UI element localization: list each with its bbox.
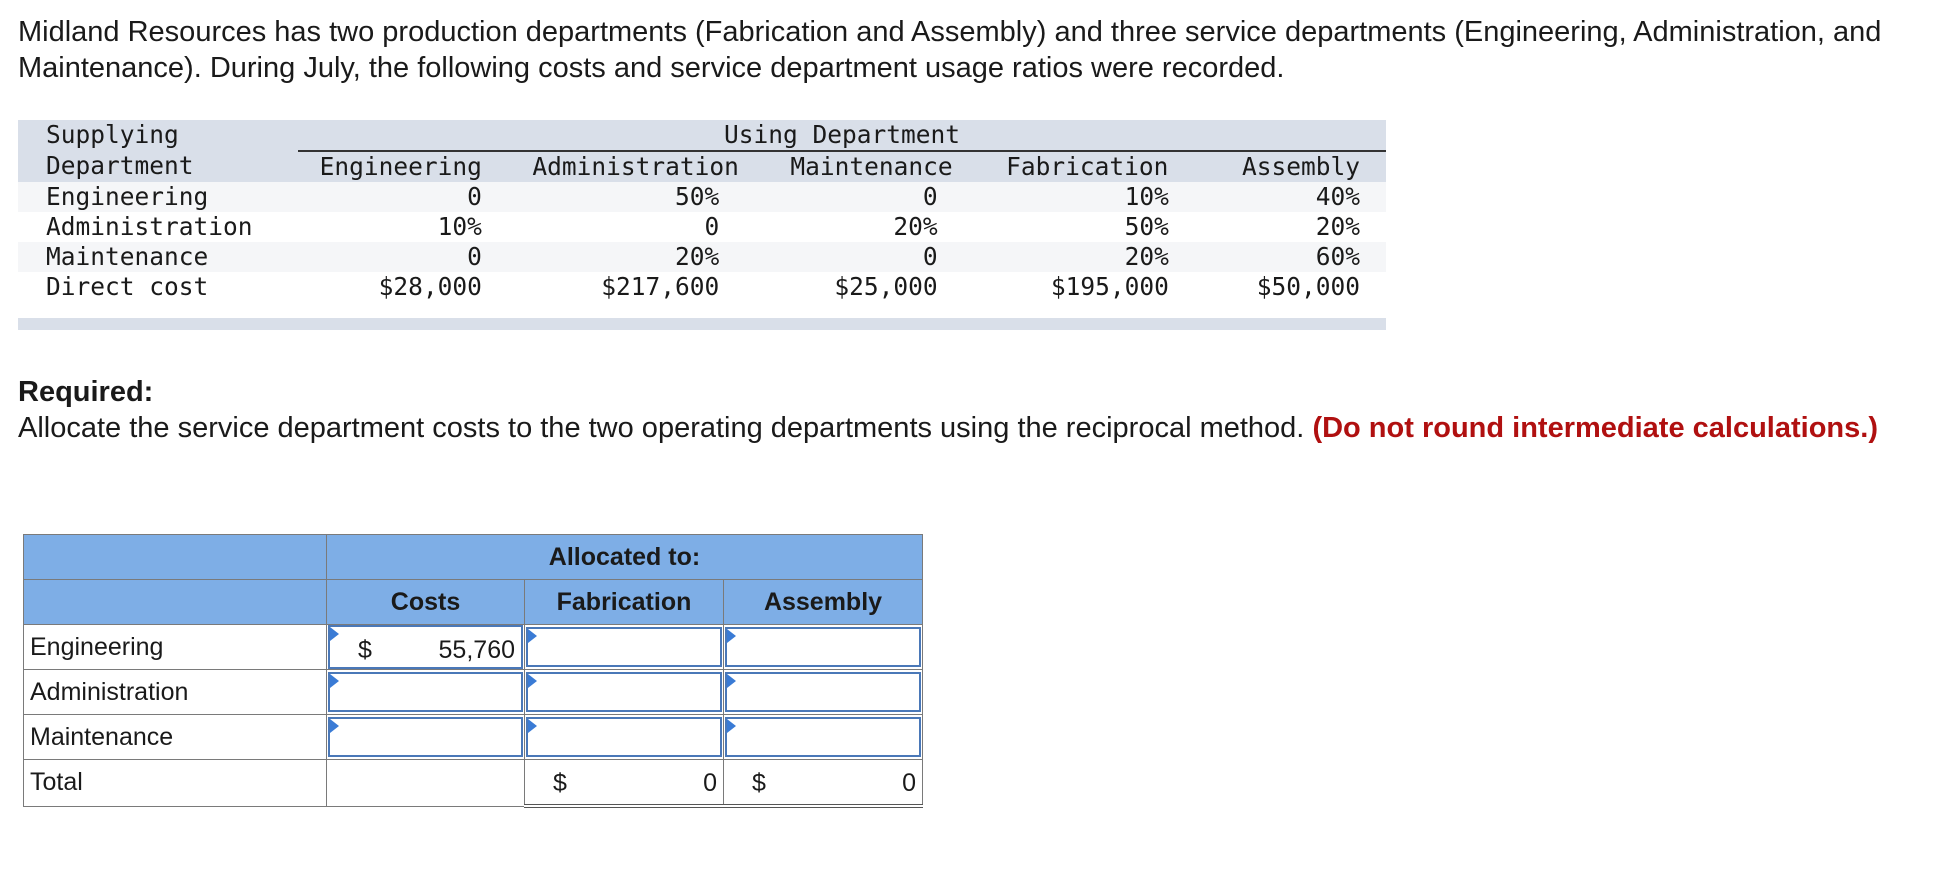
administration-fabrication-cell — [525, 670, 724, 715]
total-assembly-value: 0 — [902, 769, 916, 797]
row-label: Direct cost — [18, 272, 298, 302]
input-flag-icon — [727, 674, 736, 688]
cell: 60% — [1191, 242, 1386, 272]
total-assembly — [724, 760, 922, 804]
total-fabrication-value: 0 — [703, 769, 717, 797]
table-row — [24, 715, 923, 760]
cell: $28,000 — [298, 272, 512, 302]
cell: 0 — [298, 242, 512, 272]
maintenance-costs-input[interactable] — [328, 717, 523, 757]
supplying-header-2: Department — [18, 151, 298, 182]
input-flag-icon — [330, 627, 339, 641]
cell: 40% — [1191, 182, 1386, 212]
row-label-administration: Administration — [24, 670, 327, 715]
engineering-assembly-cell — [724, 625, 923, 670]
administration-costs-cell — [327, 670, 525, 715]
required-heading: Required: — [18, 376, 154, 408]
cell: 50% — [984, 212, 1191, 242]
total-fabrication — [525, 760, 723, 804]
cell: 0 — [759, 182, 983, 212]
table-row — [24, 625, 923, 670]
row-label-engineering: Engineering — [24, 625, 327, 670]
col-assembly: Assembly — [1191, 151, 1386, 182]
col-administration: Administration — [512, 151, 759, 182]
cell: 20% — [984, 242, 1191, 272]
cell: $25,000 — [759, 272, 983, 302]
cell: $217,600 — [512, 272, 759, 302]
instruction — [18, 410, 1918, 446]
total-assembly-cell — [724, 760, 923, 807]
currency-symbol: $ — [358, 636, 372, 664]
cell: 0 — [759, 242, 983, 272]
maintenance-assembly-input[interactable] — [725, 717, 921, 757]
assembly-header: Assembly — [724, 580, 923, 625]
engineering-fabrication-cell — [525, 625, 724, 670]
maintenance-assembly-cell — [724, 715, 923, 760]
administration-costs-input[interactable] — [328, 672, 523, 712]
allocation-answer-table — [23, 534, 923, 808]
engineering-costs-cell — [327, 625, 525, 670]
engineering-assembly-input[interactable] — [725, 627, 921, 667]
administration-assembly-cell — [724, 670, 923, 715]
costs-header: Costs — [327, 580, 525, 625]
cell: 10% — [298, 212, 512, 242]
currency-symbol: $ — [553, 769, 567, 797]
cell: 20% — [1191, 212, 1386, 242]
cell: 20% — [759, 212, 983, 242]
currency-symbol: $ — [752, 769, 766, 797]
table-row — [18, 212, 1386, 242]
row-label: Administration — [18, 212, 298, 242]
engineering-costs-value: 55,760 — [438, 636, 515, 664]
input-flag-icon — [330, 719, 339, 733]
row-label: Engineering — [18, 182, 298, 212]
cell: 0 — [298, 182, 512, 212]
service-usage-table — [18, 120, 1386, 302]
maintenance-costs-cell — [327, 715, 525, 760]
using-department-header: Using Department — [298, 120, 1386, 151]
allocated-to-header: Allocated to: — [327, 535, 923, 580]
cell: 20% — [512, 242, 759, 272]
instruction-text: Allocate the service department costs to the two operating departments using the reciprocal method. — [18, 412, 1305, 444]
input-flag-icon — [528, 674, 537, 688]
administration-fabrication-input[interactable] — [526, 672, 722, 712]
row-label-total: Total — [24, 760, 327, 807]
cell: 0 — [512, 212, 759, 242]
problem-intro: Midland Resources has two production departments (Fabrication and Assembly) and three service departments (Engineering, Administration, and Maintenance). During July, the following costs and service department usage ratios were recorded. — [18, 16, 1882, 84]
instruction-note: (Do not round intermediate calculations.) — [1312, 412, 1878, 444]
col-maintenance: Maintenance — [759, 151, 983, 182]
table-row — [18, 182, 1386, 212]
engineering-costs-input[interactable] — [328, 625, 523, 669]
header-blank — [24, 535, 327, 580]
cell: $50,000 — [1191, 272, 1386, 302]
cell: 10% — [984, 182, 1191, 212]
row-label: Maintenance — [18, 242, 298, 272]
supplying-header-1: Supplying — [18, 120, 298, 151]
total-row — [24, 760, 923, 807]
total-fabrication-cell — [525, 760, 724, 807]
table-row — [18, 272, 1386, 302]
maintenance-fabrication-input[interactable] — [526, 717, 722, 757]
maintenance-fabrication-cell — [525, 715, 724, 760]
engineering-fabrication-input[interactable] — [526, 627, 722, 667]
col-engineering: Engineering — [298, 151, 512, 182]
input-flag-icon — [727, 719, 736, 733]
table-row — [18, 242, 1386, 272]
total-costs-cell — [327, 760, 525, 807]
cell: $195,000 — [984, 272, 1191, 302]
table-row — [24, 670, 923, 715]
fabrication-header: Fabrication — [525, 580, 724, 625]
row-label-maintenance: Maintenance — [24, 715, 327, 760]
cell: 50% — [512, 182, 759, 212]
table-footer-bar — [18, 318, 1386, 330]
input-flag-icon — [528, 719, 537, 733]
col-fabrication: Fabrication — [984, 151, 1191, 182]
header-blank-2 — [24, 580, 327, 625]
input-flag-icon — [727, 629, 736, 643]
input-flag-icon — [330, 674, 339, 688]
administration-assembly-input[interactable] — [725, 672, 921, 712]
input-flag-icon — [528, 629, 537, 643]
